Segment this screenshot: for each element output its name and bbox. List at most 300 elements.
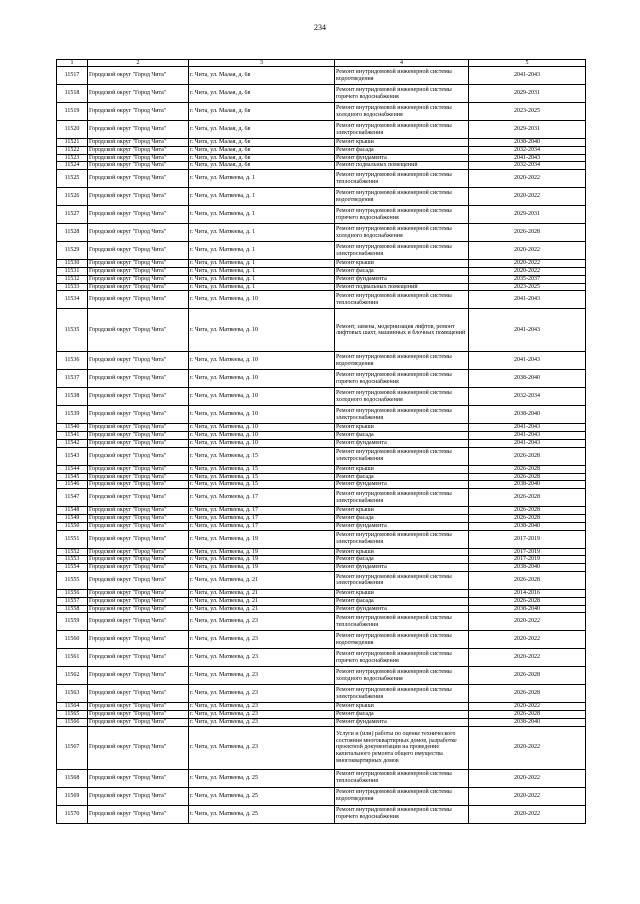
- address-cell: г. Чита, ул. Малая, д. 6в: [189, 85, 335, 103]
- row-number-cell: 11547: [57, 489, 88, 507]
- table-row: [57, 703, 586, 711]
- table-header-row: [57, 60, 586, 67]
- municipality-cell: Городской округ "Город Чита": [88, 139, 189, 147]
- work-type-cell: Ремонт крыши: [335, 465, 469, 473]
- work-type-cell: Ремонт внутридомовой инженерной системы горячего водоснабжения: [335, 805, 469, 823]
- period-cell: 2032-2034: [469, 146, 586, 154]
- table-row: [57, 291, 586, 309]
- period-cell: 2041-2043: [469, 439, 586, 447]
- work-type-cell: Ремонт подвальных помещений: [335, 283, 469, 291]
- municipality-cell: Городской округ "Город Чита": [88, 718, 189, 726]
- address-cell: г. Чита, ул. Матвеева, д. 23: [189, 649, 335, 667]
- work-type-cell: Ремонт внутридомовой инженерной системы водоотведения: [335, 67, 469, 85]
- row-number-cell: 11543: [57, 447, 88, 465]
- row-number-cell: 11565: [57, 711, 88, 719]
- table-row: [57, 548, 586, 556]
- work-type-cell: Ремонт фундамента: [335, 718, 469, 726]
- period-cell: 2038-2040: [469, 139, 586, 147]
- municipality-cell: Городской округ "Город Чита": [88, 631, 189, 649]
- page-number: 234: [314, 23, 326, 32]
- work-type-cell: Ремонт фасада: [335, 597, 469, 605]
- row-number-cell: 11562: [57, 667, 88, 685]
- period-cell: 2014-2016: [469, 589, 586, 597]
- table-row: [57, 370, 586, 388]
- period-cell: 2038-2040: [469, 718, 586, 726]
- address-cell: г. Чита, ул. Матвеева, д. 10: [189, 370, 335, 388]
- table-row: [57, 154, 586, 162]
- period-cell: 2038-2040: [469, 564, 586, 572]
- work-type-cell: Ремонт фасада: [335, 473, 469, 481]
- address-cell: г. Чита, ул. Матвеева, д. 1: [189, 206, 335, 224]
- table-row: [57, 805, 586, 823]
- municipality-cell: Городской округ "Город Чита": [88, 154, 189, 162]
- period-cell: 2023-2025: [469, 283, 586, 291]
- work-type-cell: Ремонт крыши: [335, 589, 469, 597]
- table-row: [57, 589, 586, 597]
- period-cell: 2020-2022: [469, 267, 586, 275]
- address-cell: г. Чита, ул. Матвеева, д. 1: [189, 260, 335, 268]
- period-cell: 2038-2040: [469, 522, 586, 530]
- row-number-cell: 11520: [57, 121, 88, 139]
- address-cell: г. Чита, ул. Матвеева, д. 10: [189, 406, 335, 424]
- table-row: [57, 522, 586, 530]
- period-cell: 2020-2022: [469, 769, 586, 787]
- address-cell: г. Чита, ул. Матвеева, д. 25: [189, 769, 335, 787]
- row-number-cell: 11564: [57, 703, 88, 711]
- municipality-cell: Городской округ "Город Чита": [88, 370, 189, 388]
- table-row: [57, 726, 586, 769]
- row-number-cell: 11522: [57, 146, 88, 154]
- municipality-cell: Городской округ "Город Чита": [88, 667, 189, 685]
- period-cell: 2026-2028: [469, 465, 586, 473]
- row-number-cell: 11546: [57, 481, 88, 489]
- work-type-cell: Ремонт фундамента: [335, 439, 469, 447]
- header-cell-1: 1: [57, 60, 88, 67]
- table-row: [57, 267, 586, 275]
- municipality-cell: Городской округ "Город Чита": [88, 564, 189, 572]
- municipality-cell: Городской округ "Город Чита": [88, 711, 189, 719]
- address-cell: г. Чита, ул. Матвеева, д. 23: [189, 685, 335, 703]
- work-type-cell: Услуги и (или) работы по оценке технического состояния многоквартирных домов, разработке проектной документации на проведение капитального ремонта общего имущества многоквартирных домов: [335, 726, 469, 769]
- work-type-cell: Ремонт внутридомовой инженерной системы водоотведения: [335, 631, 469, 649]
- municipality-cell: Городской округ "Город Чита": [88, 530, 189, 548]
- row-number-cell: 11556: [57, 589, 88, 597]
- row-number-cell: 11550: [57, 522, 88, 530]
- row-number-cell: 11567: [57, 726, 88, 769]
- municipality-cell: Городской округ "Город Чита": [88, 571, 189, 589]
- municipality-cell: Городской округ "Город Чита": [88, 605, 189, 613]
- table-row: [57, 649, 586, 667]
- work-type-cell: Ремонт фасада: [335, 711, 469, 719]
- address-cell: г. Чита, ул. Матвеева, д. 23: [189, 667, 335, 685]
- row-number-cell: 11521: [57, 139, 88, 147]
- municipality-cell: Городской округ "Город Чита": [88, 514, 189, 522]
- municipality-cell: Городской округ "Город Чита": [88, 473, 189, 481]
- work-type-cell: Ремонт внутридомовой инженерной системы холодного водоснабжения: [335, 103, 469, 121]
- municipality-cell: Городской округ "Город Чита": [88, 597, 189, 605]
- work-type-cell: Ремонт крыши: [335, 260, 469, 268]
- period-cell: 2029-2031: [469, 85, 586, 103]
- row-number-cell: 11535: [57, 309, 88, 352]
- row-number-cell: 11561: [57, 649, 88, 667]
- period-cell: 2041-2043: [469, 432, 586, 440]
- row-number-cell: 11517: [57, 67, 88, 85]
- address-cell: г. Чита, ул. Матвеева, д. 17: [189, 489, 335, 507]
- municipality-cell: Городской округ "Город Чита": [88, 206, 189, 224]
- table-row: [57, 711, 586, 719]
- header-cell-5: 5: [469, 60, 586, 67]
- address-cell: г. Чита, ул. Матвеева, д. 10: [189, 432, 335, 440]
- table-row: [57, 564, 586, 572]
- header-cell-3: 3: [189, 60, 335, 67]
- header-cell-4: 4: [335, 60, 469, 67]
- work-type-cell: Ремонт внутридомовой инженерной системы горячего водоснабжения: [335, 85, 469, 103]
- address-cell: г. Чита, ул. Матвеева, д. 21: [189, 605, 335, 613]
- table-row: [57, 571, 586, 589]
- municipality-cell: Городской округ "Город Чита": [88, 352, 189, 370]
- period-cell: 2020-2022: [469, 242, 586, 260]
- work-type-cell: Ремонт, замена, модернизация лифтов, ремонт лифтовых шахт, машинных и блочных помещений: [335, 309, 469, 352]
- work-type-cell: Ремонт внутридомовой инженерной системы электроснабжения: [335, 121, 469, 139]
- table-row: [57, 67, 586, 85]
- address-cell: г. Чита, ул. Матвеева, д. 1: [189, 224, 335, 242]
- table-row: [57, 139, 586, 147]
- work-type-cell: Ремонт фундамента: [335, 275, 469, 283]
- address-cell: г. Чита, ул. Матвеева, д. 15: [189, 481, 335, 489]
- table-row: [57, 507, 586, 515]
- address-cell: г. Чита, ул. Матвеева, д. 23: [189, 726, 335, 769]
- table-body: [57, 60, 586, 824]
- work-type-cell: Ремонт внутридомовой инженерной системы электроснабжения: [335, 406, 469, 424]
- address-cell: г. Чита, ул. Матвеева, д. 10: [189, 388, 335, 406]
- table-row: [57, 514, 586, 522]
- period-cell: 2020-2022: [469, 613, 586, 631]
- period-cell: 2041-2043: [469, 309, 586, 352]
- table-row: [57, 103, 586, 121]
- table-row: [57, 465, 586, 473]
- table-row: [57, 489, 586, 507]
- work-type-cell: Ремонт фасада: [335, 432, 469, 440]
- address-cell: г. Чита, ул. Матвеева, д. 1: [189, 242, 335, 260]
- address-cell: г. Чита, ул. Матвеева, д. 10: [189, 291, 335, 309]
- row-number-cell: 11525: [57, 170, 88, 188]
- municipality-cell: Городской округ "Город Чита": [88, 649, 189, 667]
- row-number-cell: 11529: [57, 242, 88, 260]
- work-type-cell: Ремонт внутридомовой инженерной системы холодного водоснабжения: [335, 667, 469, 685]
- row-number-cell: 11551: [57, 530, 88, 548]
- table-row: [57, 188, 586, 206]
- table-row: [57, 432, 586, 440]
- table-row: [57, 685, 586, 703]
- period-cell: 2041-2043: [469, 67, 586, 85]
- municipality-cell: Городской округ "Город Чита": [88, 556, 189, 564]
- municipality-cell: Городской округ "Город Чита": [88, 439, 189, 447]
- municipality-cell: Городской округ "Город Чита": [88, 146, 189, 154]
- work-type-cell: Ремонт внутридомовой инженерной системы электроснабжения: [335, 530, 469, 548]
- row-number-cell: 11568: [57, 769, 88, 787]
- table-row: [57, 605, 586, 613]
- address-cell: г. Чита, ул. Малая, д. 6в: [189, 121, 335, 139]
- address-cell: г. Чита, ул. Матвеева, д. 17: [189, 522, 335, 530]
- period-cell: 2041-2043: [469, 424, 586, 432]
- period-cell: 2035-2037: [469, 275, 586, 283]
- row-number-cell: 11540: [57, 424, 88, 432]
- period-cell: 2038-2040: [469, 481, 586, 489]
- address-cell: г. Чита, ул. Матвеева, д. 1: [189, 188, 335, 206]
- address-cell: г. Чита, ул. Матвеева, д. 19: [189, 564, 335, 572]
- period-cell: 2041-2043: [469, 352, 586, 370]
- address-cell: г. Чита, ул. Малая, д. 6в: [189, 103, 335, 121]
- municipality-cell: Городской округ "Город Чита": [88, 291, 189, 309]
- work-type-cell: Ремонт фундамента: [335, 605, 469, 613]
- table-row: [57, 85, 586, 103]
- work-type-cell: Ремонт крыши: [335, 424, 469, 432]
- municipality-cell: Городской округ "Город Чита": [88, 103, 189, 121]
- row-number-cell: 11541: [57, 432, 88, 440]
- municipality-cell: Городской округ "Город Чита": [88, 267, 189, 275]
- repair-schedule-table: [56, 59, 586, 824]
- table-row: [57, 769, 586, 787]
- municipality-cell: Городской округ "Город Чита": [88, 170, 189, 188]
- period-cell: 2029-2031: [469, 121, 586, 139]
- period-cell: 2026-2028: [469, 507, 586, 515]
- work-type-cell: Ремонт внутридомовой инженерной системы электроснабжения: [335, 685, 469, 703]
- municipality-cell: Городской округ "Город Чита": [88, 465, 189, 473]
- address-cell: г. Чита, ул. Матвеева, д. 19: [189, 556, 335, 564]
- work-type-cell: Ремонт фундамента: [335, 564, 469, 572]
- period-cell: 2020-2022: [469, 170, 586, 188]
- row-number-cell: 11558: [57, 605, 88, 613]
- work-type-cell: Ремонт фасада: [335, 514, 469, 522]
- period-cell: 2038-2040: [469, 370, 586, 388]
- period-cell: 2026-2028: [469, 571, 586, 589]
- row-number-cell: 11566: [57, 718, 88, 726]
- row-number-cell: 11528: [57, 224, 88, 242]
- municipality-cell: Городской округ "Город Чита": [88, 589, 189, 597]
- address-cell: г. Чита, ул. Малая, д. 6в: [189, 154, 335, 162]
- municipality-cell: Городской округ "Город Чита": [88, 489, 189, 507]
- work-type-cell: Ремонт внутридомовой инженерной системы теплоснабжения: [335, 170, 469, 188]
- municipality-cell: Городской округ "Город Чита": [88, 522, 189, 530]
- work-type-cell: Ремонт внутридомовой инженерной системы теплоснабжения: [335, 769, 469, 787]
- work-type-cell: Ремонт внутридомовой инженерной системы водоотведения: [335, 352, 469, 370]
- period-cell: 2020-2022: [469, 726, 586, 769]
- work-type-cell: Ремонт внутридомовой инженерной системы горячего водоснабжения: [335, 370, 469, 388]
- period-cell: 2020-2022: [469, 805, 586, 823]
- address-cell: г. Чита, ул. Матвеева, д. 1: [189, 283, 335, 291]
- period-cell: 2020-2022: [469, 703, 586, 711]
- address-cell: г. Чита, ул. Малая, д. 6в: [189, 139, 335, 147]
- period-cell: 2026-2028: [469, 711, 586, 719]
- municipality-cell: Городской округ "Город Чита": [88, 769, 189, 787]
- table-row: [57, 283, 586, 291]
- work-type-cell: Ремонт фасада: [335, 146, 469, 154]
- table-row: [57, 787, 586, 805]
- row-number-cell: 11555: [57, 571, 88, 589]
- table-row: [57, 667, 586, 685]
- work-type-cell: Ремонт фасада: [335, 556, 469, 564]
- table-row: [57, 275, 586, 283]
- table-row: [57, 121, 586, 139]
- work-type-cell: Ремонт фасада: [335, 267, 469, 275]
- row-number-cell: 11531: [57, 267, 88, 275]
- work-type-cell: Ремонт внутридомовой инженерной системы электроснабжения: [335, 447, 469, 465]
- period-cell: 2020-2022: [469, 188, 586, 206]
- municipality-cell: Городской округ "Город Чита": [88, 432, 189, 440]
- row-number-cell: 11524: [57, 162, 88, 170]
- work-type-cell: Ремонт фундамента: [335, 154, 469, 162]
- row-number-cell: 11553: [57, 556, 88, 564]
- row-number-cell: 11532: [57, 275, 88, 283]
- table-row: [57, 260, 586, 268]
- table-row: [57, 242, 586, 260]
- period-cell: 2029-2031: [469, 206, 586, 224]
- table-row: [57, 613, 586, 631]
- header-cell-2: 2: [88, 60, 189, 67]
- table-row: [57, 162, 586, 170]
- row-number-cell: 11548: [57, 507, 88, 515]
- address-cell: г. Чита, ул. Матвеева, д. 23: [189, 711, 335, 719]
- row-number-cell: 11569: [57, 787, 88, 805]
- row-number-cell: 11542: [57, 439, 88, 447]
- period-cell: 2032-2034: [469, 388, 586, 406]
- municipality-cell: Городской округ "Город Чита": [88, 67, 189, 85]
- work-type-cell: Ремонт внутридомовой инженерной системы электроснабжения: [335, 242, 469, 260]
- municipality-cell: Городской округ "Город Чита": [88, 242, 189, 260]
- municipality-cell: Городской округ "Город Чита": [88, 260, 189, 268]
- municipality-cell: Городской округ "Город Чита": [88, 507, 189, 515]
- address-cell: г. Чита, ул. Матвеева, д. 19: [189, 548, 335, 556]
- table-row: [57, 424, 586, 432]
- work-type-cell: Ремонт крыши: [335, 548, 469, 556]
- table-row: [57, 224, 586, 242]
- municipality-cell: Городской округ "Город Чита": [88, 188, 189, 206]
- period-cell: 2017-2019: [469, 556, 586, 564]
- row-number-cell: 11554: [57, 564, 88, 572]
- address-cell: г. Чита, ул. Малая, д. 6в: [189, 146, 335, 154]
- work-type-cell: Ремонт подвальных помещений: [335, 162, 469, 170]
- row-number-cell: 11527: [57, 206, 88, 224]
- municipality-cell: Городской округ "Город Чита": [88, 447, 189, 465]
- address-cell: г. Чита, ул. Малая, д. 6в: [189, 162, 335, 170]
- municipality-cell: Городской округ "Город Чита": [88, 309, 189, 352]
- municipality-cell: Городской округ "Город Чита": [88, 805, 189, 823]
- address-cell: г. Чита, ул. Матвеева, д. 23: [189, 703, 335, 711]
- municipality-cell: Городской округ "Город Чита": [88, 283, 189, 291]
- municipality-cell: Городской округ "Город Чита": [88, 481, 189, 489]
- work-type-cell: Ремонт фундамента: [335, 481, 469, 489]
- row-number-cell: 11519: [57, 103, 88, 121]
- row-number-cell: 11559: [57, 613, 88, 631]
- period-cell: 2020-2022: [469, 649, 586, 667]
- work-type-cell: Ремонт внутридомовой инженерной системы водоотведения: [335, 188, 469, 206]
- municipality-cell: Городской округ "Город Чита": [88, 275, 189, 283]
- row-number-cell: 11544: [57, 465, 88, 473]
- row-number-cell: 11523: [57, 154, 88, 162]
- address-cell: г. Чита, ул. Матвеева, д. 17: [189, 507, 335, 515]
- work-type-cell: Ремонт внутридомовой инженерной системы горячего водоснабжения: [335, 206, 469, 224]
- row-number-cell: 11545: [57, 473, 88, 481]
- row-number-cell: 11552: [57, 548, 88, 556]
- period-cell: 2026-2028: [469, 489, 586, 507]
- row-number-cell: 11536: [57, 352, 88, 370]
- table-row: [57, 597, 586, 605]
- table-row: [57, 481, 586, 489]
- period-cell: 2023-2025: [469, 103, 586, 121]
- address-cell: г. Чита, ул. Матвеева, д. 1: [189, 170, 335, 188]
- table-row: [57, 473, 586, 481]
- address-cell: г. Чита, ул. Матвеева, д. 10: [189, 439, 335, 447]
- work-type-cell: Ремонт внутридомовой инженерной системы теплоснабжения: [335, 613, 469, 631]
- table-row: [57, 718, 586, 726]
- period-cell: 2026-2028: [469, 667, 586, 685]
- address-cell: г. Чита, ул. Матвеева, д. 23: [189, 718, 335, 726]
- work-type-cell: Ремонт внутридомовой инженерной системы водоотведения: [335, 787, 469, 805]
- table-row: [57, 146, 586, 154]
- municipality-cell: Городской округ "Город Чита": [88, 613, 189, 631]
- address-cell: г. Чита, ул. Матвеева, д. 1: [189, 267, 335, 275]
- table-row: [57, 447, 586, 465]
- address-cell: г. Чита, ул. Матвеева, д. 1: [189, 275, 335, 283]
- period-cell: 2026-2028: [469, 473, 586, 481]
- table-row: [57, 631, 586, 649]
- address-cell: г. Чита, ул. Матвеева, д. 25: [189, 787, 335, 805]
- period-cell: 2017-2019: [469, 548, 586, 556]
- work-type-cell: Ремонт крыши: [335, 703, 469, 711]
- row-number-cell: 11557: [57, 597, 88, 605]
- work-type-cell: Ремонт внутридомовой инженерной системы электроснабжения: [335, 489, 469, 507]
- work-type-cell: Ремонт внутридомовой инженерной системы электроснабжения: [335, 571, 469, 589]
- period-cell: 2017-2019: [469, 530, 586, 548]
- municipality-cell: Городской округ "Город Чита": [88, 388, 189, 406]
- row-number-cell: 11526: [57, 188, 88, 206]
- work-type-cell: Ремонт внутридомовой инженерной системы горячего водоснабжения: [335, 649, 469, 667]
- period-cell: 2038-2040: [469, 605, 586, 613]
- period-cell: 2020-2022: [469, 631, 586, 649]
- address-cell: г. Чита, ул. Матвеева, д. 19: [189, 530, 335, 548]
- municipality-cell: Городской округ "Город Чита": [88, 726, 189, 769]
- address-cell: г. Чита, ул. Матвеева, д. 21: [189, 589, 335, 597]
- work-type-cell: Ремонт внутридомовой инженерной системы теплоснабжения: [335, 291, 469, 309]
- period-cell: 2041-2043: [469, 154, 586, 162]
- period-cell: 2026-2028: [469, 514, 586, 522]
- municipality-cell: Городской округ "Город Чита": [88, 685, 189, 703]
- period-cell: 2032-2034: [469, 162, 586, 170]
- municipality-cell: Городской округ "Город Чита": [88, 787, 189, 805]
- row-number-cell: 11549: [57, 514, 88, 522]
- period-cell: 2020-2022: [469, 260, 586, 268]
- period-cell: 2020-2022: [469, 787, 586, 805]
- municipality-cell: Городской округ "Город Чита": [88, 121, 189, 139]
- row-number-cell: 11538: [57, 388, 88, 406]
- municipality-cell: Городской округ "Город Чита": [88, 406, 189, 424]
- table-row: [57, 352, 586, 370]
- table-row: [57, 406, 586, 424]
- period-cell: 2026-2028: [469, 597, 586, 605]
- row-number-cell: 11518: [57, 85, 88, 103]
- table-row: [57, 170, 586, 188]
- municipality-cell: Городской округ "Город Чита": [88, 162, 189, 170]
- table-row: [57, 206, 586, 224]
- address-cell: г. Чита, ул. Матвеева, д. 21: [189, 571, 335, 589]
- period-cell: 2038-2040: [469, 406, 586, 424]
- row-number-cell: 11563: [57, 685, 88, 703]
- table-row: [57, 388, 586, 406]
- period-cell: 2041-2043: [469, 291, 586, 309]
- address-cell: г. Чита, ул. Матвеева, д. 17: [189, 514, 335, 522]
- address-cell: г. Чита, ул. Матвеева, д. 25: [189, 805, 335, 823]
- period-cell: 2026-2028: [469, 685, 586, 703]
